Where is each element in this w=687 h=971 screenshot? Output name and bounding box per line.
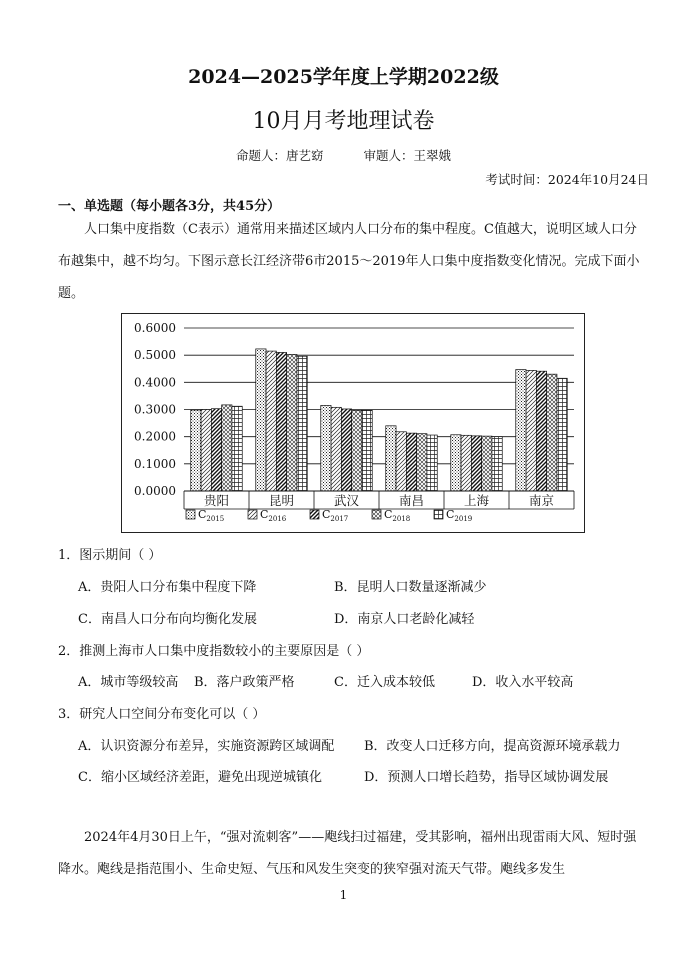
bar [526, 370, 536, 491]
bar [211, 409, 221, 491]
question-1-option-b: B．昆明人口数量逐渐减少 [334, 580, 487, 595]
x-tick-label: 上海 [463, 493, 490, 508]
legend-label: $C_{2017}$ [322, 508, 349, 523]
bar [287, 354, 297, 491]
legend-swatch [186, 510, 195, 519]
y-tick-label: 0.2000 [134, 429, 176, 444]
y-tick-label: 0.1000 [134, 456, 176, 471]
population-concentration-chart [122, 314, 584, 532]
legend-swatch [434, 510, 443, 519]
exam-title-line1: 2024—2025学年度上学期2022级 [188, 66, 499, 88]
x-tick-label: 南京 [528, 493, 555, 508]
bar [256, 349, 266, 491]
bar [201, 410, 211, 492]
bar [276, 352, 286, 491]
question-1-option-d: D．南京人口老龄化减轻 [334, 612, 475, 627]
bar [451, 435, 461, 491]
exam-title-line2: 10月月考地理试卷 [252, 109, 435, 134]
bar [516, 370, 526, 491]
y-tick-label: 0.0000 [134, 484, 176, 498]
x-axis [184, 491, 574, 509]
reviewer: 审题人：王翠娥 [363, 148, 451, 163]
legend-label-sub: 2017 [330, 515, 349, 523]
question-3-option-a: A．认识资源分布差异，实施资源跨区域调配 [78, 739, 335, 754]
chart-bars [191, 349, 568, 491]
legend-swatch [310, 510, 319, 519]
bar [232, 406, 242, 491]
y-tick-label: 0.6000 [134, 321, 176, 335]
legend-label: $C_{2018}$ [384, 508, 411, 523]
bar [417, 434, 427, 491]
question-3-stem: 3．研究人口空间分布变化可以（ ） [58, 707, 266, 722]
y-tick-label: 0.4000 [134, 375, 176, 390]
y-tick-label: 0.5000 [134, 348, 176, 363]
legend-label-sub: 2015 [206, 515, 225, 523]
question-2-option-c: C．迁入成本较低 [334, 675, 435, 690]
question-1-option-c: C．南昌人口分布向均衡化发展 [78, 612, 257, 627]
chart-frame [121, 313, 585, 533]
y-axis [134, 321, 176, 498]
x-tick-label: 贵阳 [203, 493, 230, 508]
bar [191, 410, 201, 491]
passage-2: 2024年4月30日上午，“强对流刺客”——飑线扫过福建，受其影响，福州出现雷雨大风、短时强降水。飑线是指范围小、生命史短、气压和风发生突变的狭窄强对流天气带。飑线多发生 [58, 830, 637, 877]
legend-label-sub: 2018 [392, 515, 411, 523]
bar [331, 407, 341, 491]
intro-paragraph: 人口集中度指数（C表示）通常用来描述区域内人口分布的集中程度。C值越大，说明区域人口分布越集中，越不均匀。下图示意长江经济带6市2015～2019年人口集中度指数变化情况。完成下面小题。 [58, 222, 640, 301]
bar [386, 426, 396, 491]
bar [406, 433, 416, 491]
question-2-option-a: A．城市等级较高 [78, 675, 179, 690]
bar [427, 435, 437, 491]
question-2-stem: 2．推测上海市人口集中度指数较小的主要原因是（ ） [58, 644, 370, 659]
question-1-option-a: A．贵阳人口分布集中程度下降 [78, 580, 257, 595]
legend-label-sub: 2019 [454, 515, 473, 523]
page-number: 1 [339, 888, 348, 902]
bar [297, 356, 307, 491]
bar [482, 436, 492, 491]
bar [266, 351, 276, 491]
legend-swatch [248, 510, 257, 519]
legend-label: $C_{2015}$ [198, 508, 225, 523]
x-tick-label: 南昌 [398, 493, 425, 508]
bar [547, 374, 557, 491]
question-2-option-b: B．落户政策严格 [194, 675, 295, 690]
y-tick-label: 0.3000 [134, 402, 176, 417]
bar [341, 409, 351, 491]
bar [471, 436, 481, 491]
bar [321, 405, 331, 491]
chart-legend [186, 508, 472, 523]
bar [396, 432, 406, 491]
bar [536, 371, 546, 491]
bar [222, 405, 232, 491]
bar [492, 437, 502, 491]
bar [557, 378, 567, 491]
legend-label: $C_{2019}$ [446, 508, 473, 523]
question-1-stem: 1．图示期间（ ） [58, 548, 162, 563]
legend-swatch [372, 510, 381, 519]
section-heading: 一、单选题（每小题各3分，共45分） [58, 199, 281, 214]
question-2-option-d: D．收入水平较高 [472, 675, 574, 690]
exam-time: 考试时间：2024年10月24日 [485, 172, 649, 187]
x-tick-label: 昆明 [268, 493, 295, 508]
bar [362, 410, 372, 491]
bar [352, 410, 362, 491]
x-tick-label: 武汉 [333, 493, 360, 508]
legend-label-sub: 2016 [268, 515, 287, 523]
question-3-option-d: D．预测人口增长趋势，指导区域协调发展 [364, 770, 609, 785]
legend-label: $C_{2016}$ [260, 508, 287, 523]
author-line [0, 146, 687, 164]
author: 命题人：唐艺窈 [235, 148, 324, 163]
question-3-option-b: B．改变人口迁移方向，提高资源环境承载力 [364, 739, 621, 754]
bar [461, 435, 471, 491]
question-3-option-c: C．缩小区域经济差距，避免出现逆城镇化 [78, 770, 322, 785]
